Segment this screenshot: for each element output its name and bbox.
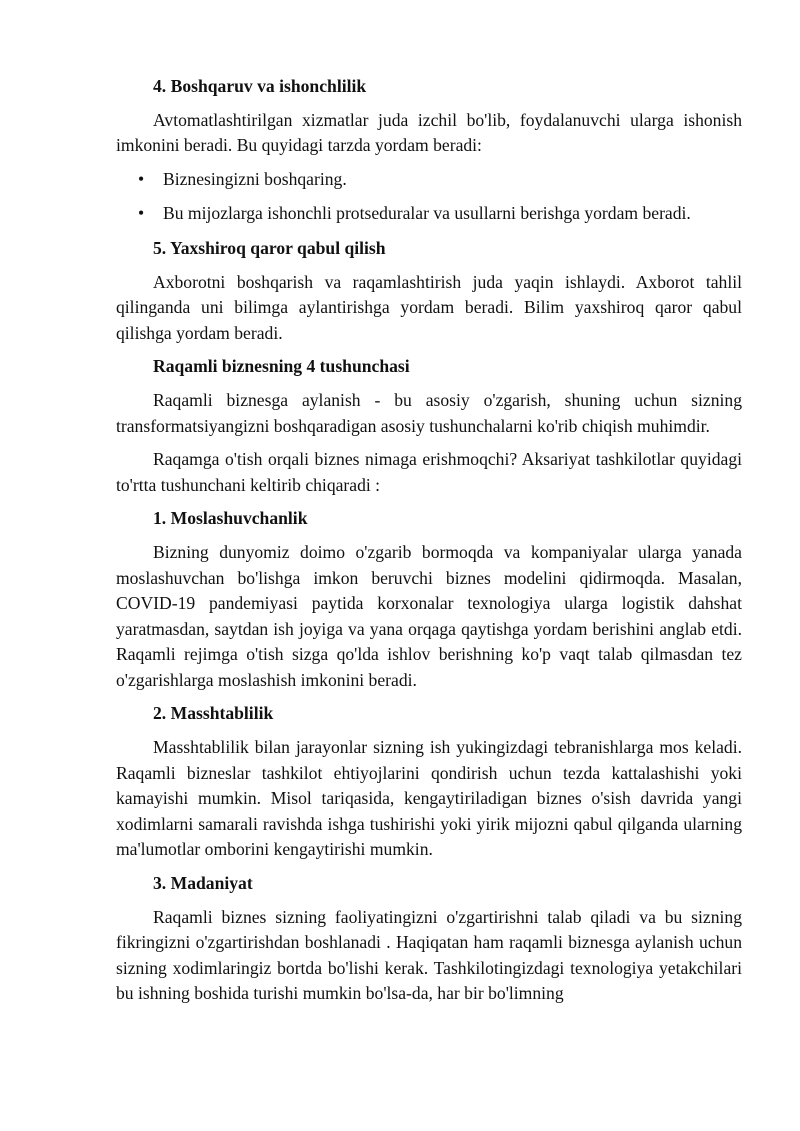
list-item-text: Bu mijozlarga ishonchli protseduralar va usullarni berishga yordam beradi. <box>163 203 691 224</box>
document-page <box>116 74 742 1015</box>
bullet-icon: • <box>138 203 145 224</box>
bullet-list <box>116 167 742 227</box>
bullet-icon: • <box>138 168 145 189</box>
section-heading-moslashuv: 1. Moslashuvchanlik <box>153 508 308 529</box>
paragraph-masshtab: Masshtablilik bilan jarayonlar sizning ish yukingizdagi tebranishlarga mos keladi. Raqamli bizneslar tashkilot ehtiyojlarini qondirish uchun tezda kattalashishi yoki kamayishi mumkin. Misol tariqasida, kengaytiriladigan biznes o'sish davrida yangi xodimlarni samarali ravishda ishga tushirishi yoki yirik mijozni qabul qilganda ularning ma'lumotlar omborini kengaytirishi mumkin. <box>116 737 742 860</box>
section-heading-tushuncha: Raqamli biznesning 4 tushunchasi <box>153 356 410 377</box>
paragraph-madaniyat: Raqamli biznes sizning faoliyatingizni o'zgartirishni talab qiladi va bu sizning fikringizni o'zgartirishdan boshlanadi . Haqiqatan ham raqamli biznesga aylanish uchun sizning xodimlaringiz bortda bo'lishi kerak. Tashkilotingizdagi texnologiya yetakchilari bu ishning boshida turishi mumkin bo'lsa-da, har bir bo'limning <box>116 906 742 1004</box>
paragraph-qaror: Axborotni boshqarish va raqamlashtirish juda yaqin ishlaydi. Axborot tahlil qilinganda uni bilimga aylantirishga yordam beradi. Bilim yaxshiroq qaror qabul qilishga yordam beradi. <box>116 271 742 343</box>
list-item <box>116 167 742 193</box>
paragraph-boshqaruv: Avtomatlashtirilgan xizmatlar juda izchil bo'lib, foydalanuvchi ularga ishonish imkonini beradi. Bu quyidagi tarzda yordam beradi: <box>116 109 742 156</box>
paragraph-moslashuv: Bizning dunyomiz doimo o'zgarib bormoqda va kompaniyalar ularga yanada moslashuvchan bo'lishga imkon beruvchi biznes modelini qidirmoqda. Masalan, COVID-19 pandemiyasi paytida korxonalar texnologiya ularga logistik dahshat yaratmasdan, saytdan ish joyiga va yana orqaga qaytishga yordam berishini anglab etdi. Raqamli rejimga o'tish sizga qo'lda ishlov berishning ko'p vaqt talab qilmasdan tez o'zgarishlarga moslashish imkonini beradi. <box>116 541 742 690</box>
section-heading-qaror: 5. Yaxshiroq qaror qabul qilish <box>153 237 386 258</box>
section-heading-madaniyat: 3. Madaniyat <box>153 873 253 894</box>
section-heading-masshtab: 2. Masshtablilik <box>153 703 274 724</box>
paragraph-tushuncha-2: Raqamga o'tish orqali biznes nimaga erishmoqchi? Aksariyat tashkilotlar quyidagi to'rtta tushunchani keltirib chiqaradi : <box>116 449 742 495</box>
list-item-text: Biznesingizni boshqaring. <box>163 168 347 189</box>
section-heading-boshqaruv: 4. Boshqaruv va ishonchlilik <box>153 76 367 96</box>
list-item <box>116 201 742 227</box>
paragraph-tushuncha-1: Raqamli biznesga aylanish - bu asosiy o'zgarish, shuning uchun sizning transformatsiyangizni boshqaradigan asosiy tushunchalarni ko'rib chiqish muhimdir. <box>116 389 742 436</box>
